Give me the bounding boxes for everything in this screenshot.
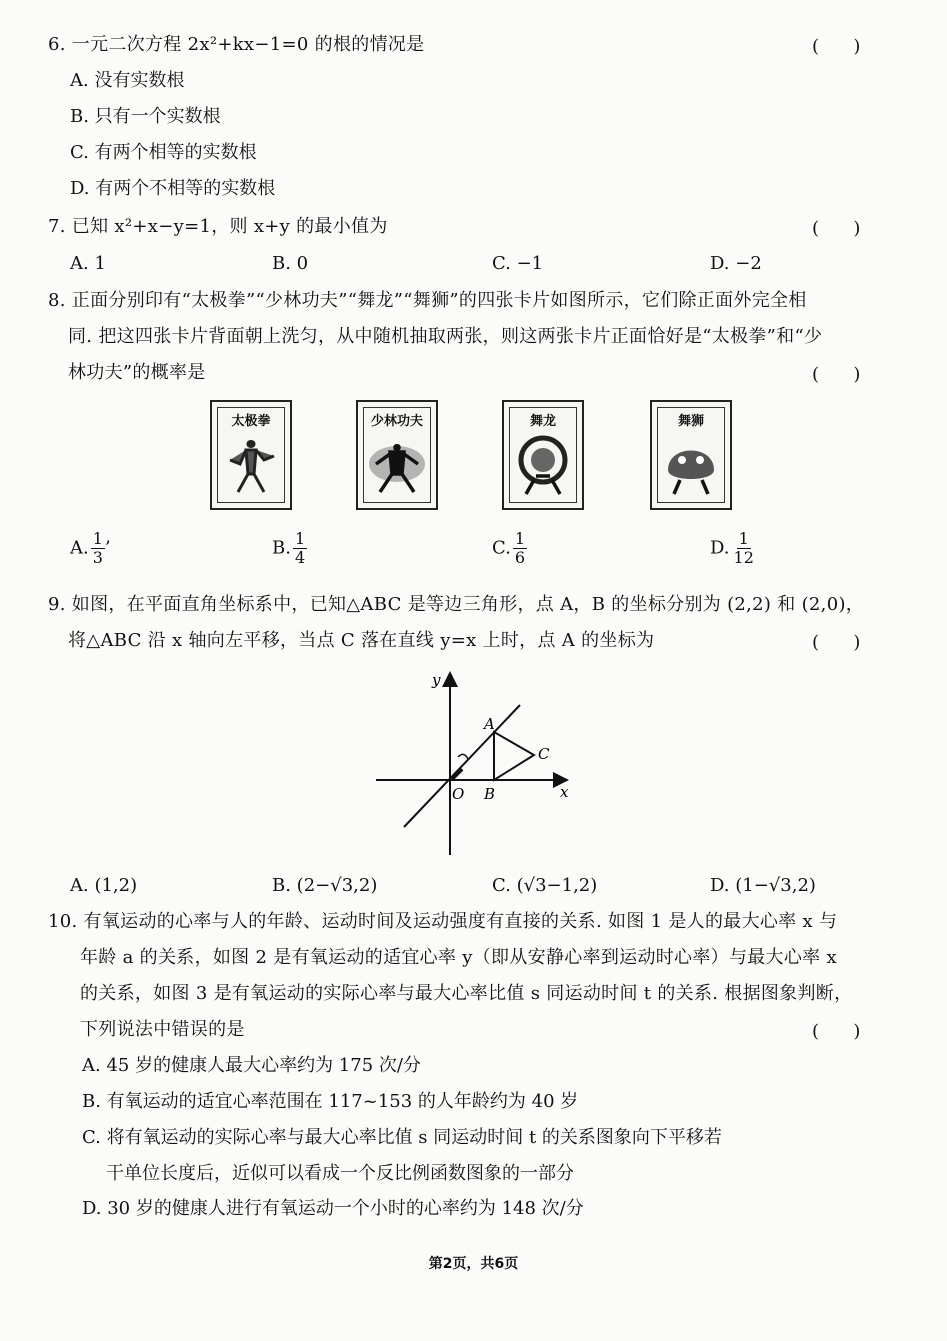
q8-option-c: C. $\frac{1}{6}$: [492, 529, 526, 567]
q9-option-a: A. (1,2): [70, 875, 138, 896]
q6-option-c: C. 有两个相等的实数根: [70, 142, 257, 163]
q8-stem-line-1: 8. 正面分别印有“太极拳”“少林功夫”“舞龙”“舞狮”的四张卡片如图所示，它们除正面外完全相: [48, 290, 807, 311]
q10-stem-line-4: 下列说法中错误的是: [80, 1019, 245, 1040]
q9-option-b: B. (2−√3,2): [272, 875, 378, 896]
q10-stem-line-2: 年龄 a 的关系，如图 2 是有氧运动的适宜心率 y（即从安静心率到运动时心率）与最大心率 x: [80, 947, 837, 968]
card-wulong: [502, 400, 584, 510]
y-axis-label: y: [432, 671, 441, 689]
q7-option-d: D. −2: [710, 253, 762, 274]
q10-option-d: D. 30 岁的健康人进行有氧运动一个小时的心率约为 148 次/分: [82, 1198, 584, 1219]
lion-dance-icon: [660, 430, 722, 500]
q8-option-b: B. $\frac{1}{4}$: [272, 529, 306, 567]
coordinate-figure: [370, 665, 580, 860]
q10-stem-line-1: 10. 有氧运动的心率与人的年龄、运动时间及运动强度有直接的关系. 如图 1 是人的最大心率 x 与: [48, 911, 838, 932]
q10-stem-line-3: 的关系，如图 3 是有氧运动的实际心率与最大心率比值 s 同运动时间 t 的关系. 根据图象判断，: [80, 983, 853, 1004]
point-a-label: A: [484, 715, 495, 733]
q10-answer-paren: ( ): [812, 1021, 861, 1042]
dragon-dance-icon: [512, 430, 574, 500]
card-shaolin-title: 少林功夫: [370, 414, 423, 429]
q6-option-a: A. 没有实数根: [70, 70, 185, 91]
card-taijiquan-title: 太极拳: [231, 414, 271, 429]
q7-stem: 7. 已知 x²+x−y=1，则 x+y 的最小值为: [48, 216, 388, 237]
page-number: 第2页，共6页: [428, 1256, 519, 1272]
q6-stem: 6. 一元二次方程 2x²+kx−1=0 的根的情况是: [48, 34, 425, 55]
card-wushi-title: 舞狮: [677, 414, 704, 429]
kungfu-fighter-icon: [366, 430, 428, 500]
q6-option-d: D. 有两个不相等的实数根: [70, 178, 276, 199]
q7-answer-paren: ( ): [812, 218, 861, 239]
q9-stem-line-1: 9. 如图，在平面直角坐标系中，已知△ABC 是等边三角形，点 A，B 的坐标分别为 (2,2) 和 (2,0)，: [48, 594, 865, 615]
angle-mark: [458, 754, 468, 759]
card-shaolin: [356, 400, 438, 510]
point-b-label: B: [484, 785, 496, 803]
point-c-label: C: [538, 745, 550, 763]
q8-stem-line-3: 林功夫”的概率是: [68, 362, 206, 383]
q6-option-b: B. 只有一个实数根: [70, 106, 221, 127]
q10-option-c-line-2: 干单位长度后，近似可以看成一个反比例函数图象的一部分: [106, 1163, 574, 1184]
card-wushi: [650, 400, 732, 510]
q8-answer-paren: ( ): [812, 364, 861, 385]
q10-option-c-line-1: C. 将有氧运动的实际心率与最大心率比值 s 同运动时间 t 的关系图象向下平移若: [82, 1127, 722, 1148]
triangle-abc: [494, 732, 534, 780]
q9-stem-line-2: 将△ABC 沿 x 轴向左平移，当点 C 落在直线 y=x 上时，点 A 的坐标为: [68, 630, 655, 651]
q9-option-d: D. (1−√3,2): [710, 875, 816, 896]
q9-answer-paren: ( ): [812, 632, 861, 653]
q7-option-c: C. −1: [492, 253, 544, 274]
card-taijiquan: [210, 400, 292, 510]
q8-option-d: D. $\frac{1}{12}$: [710, 529, 754, 567]
q7-option-a: A. 1: [70, 253, 106, 274]
q8-option-a: A. $\frac{1}{3}$ ’: [70, 529, 111, 567]
q6-answer-paren: ( ): [812, 36, 861, 57]
line-y-eq-x: [404, 705, 520, 827]
q10-option-a: A. 45 岁的健康人最大心率约为 175 次/分: [82, 1055, 421, 1076]
q7-option-b: B. 0: [272, 253, 309, 274]
q8-stem-line-2: 同. 把这四张卡片背面朝上洗匀，从中随机抽取两张，则这两张卡片正面恰好是“太极拳”和“少: [68, 326, 823, 347]
martial-artist-icon: [220, 430, 282, 500]
q10-option-b: B. 有氧运动的适宜心率范围在 117~153 的人年龄约为 40 岁: [82, 1091, 579, 1112]
q9-option-c: C. (√3−1,2): [492, 875, 598, 896]
origin-label: O: [452, 785, 465, 803]
x-axis-label: x: [560, 783, 569, 801]
card-wulong-title: 舞龙: [529, 414, 556, 429]
